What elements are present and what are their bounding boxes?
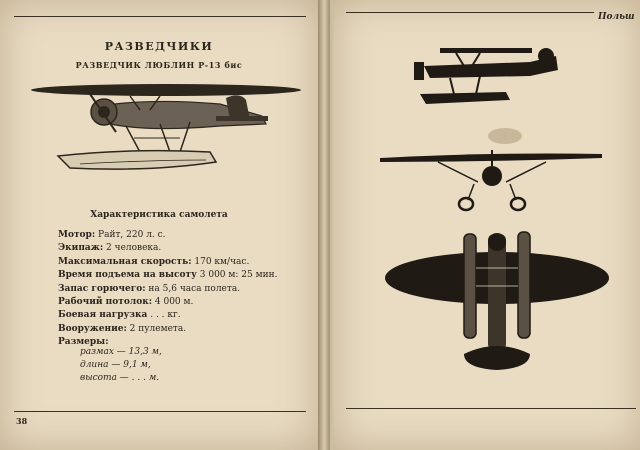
spec-label: Размеры: <box>58 337 109 348</box>
spec-fuel <box>58 283 308 296</box>
spec-value: 2 пулемета. <box>126 323 187 334</box>
spec-label: Мотор: <box>58 230 96 240</box>
spec-climb-time <box>58 269 308 282</box>
seaplane-side-view-illustration <box>30 76 310 181</box>
spec-crew <box>58 242 308 255</box>
spec-value: на 5,6 часа полета. <box>145 283 241 294</box>
spec-heading: Характеристика самолета <box>90 210 228 220</box>
seaplane-front-silhouette <box>378 148 604 212</box>
spec-value: Райт, 220 л. с. <box>95 230 166 240</box>
spec-label: Время подъема на высоту <box>58 270 197 281</box>
spec-label: Вооружение: <box>58 323 127 334</box>
seaplane-side-silhouette <box>410 44 560 108</box>
right-top-rule <box>346 12 594 13</box>
page-number: 38 <box>16 416 28 426</box>
left-top-rule <box>14 16 306 17</box>
spec-label: Экипаж: <box>58 243 104 254</box>
spec-value: . . . кг. <box>147 310 181 321</box>
spec-armament <box>58 323 308 336</box>
spec-label: Рабочий потолок: <box>58 297 153 308</box>
spec-label: Максимальная скорость: <box>58 256 192 267</box>
spec-value: 170 км/час. <box>191 256 250 267</box>
aircraft-subtitle: РАЗВЕДЧИК ЛЮБЛИН Р-13 бис <box>75 60 243 70</box>
spec-value: 2 человека. <box>103 243 162 254</box>
dimension-wingspan: размах — 13,3 м, <box>80 347 162 357</box>
spec-engine <box>58 229 308 242</box>
running-head: Польш <box>598 12 635 22</box>
dimension-length: длина — 9,1 м, <box>80 360 151 370</box>
paper-stain <box>488 128 522 144</box>
dimension-list <box>80 346 280 385</box>
right-bottom-rule <box>346 408 636 409</box>
dimension-height: высота — . . . м. <box>80 373 160 383</box>
spec-list <box>58 229 308 350</box>
spec-max-speed <box>58 256 308 269</box>
left-bottom-rule <box>14 411 306 412</box>
spec-value: 4 000 м. <box>152 297 194 308</box>
page-title: РАЗВЕДЧИКИ <box>104 40 214 53</box>
seaplane-top-silhouette <box>384 228 610 376</box>
spec-payload <box>58 309 308 322</box>
spec-label: Боевая нагрузка <box>58 310 148 321</box>
spec-ceiling <box>58 296 308 309</box>
spec-label: Запас горючего: <box>58 283 146 294</box>
spec-value: 3 000 м: 25 мин. <box>196 270 278 281</box>
